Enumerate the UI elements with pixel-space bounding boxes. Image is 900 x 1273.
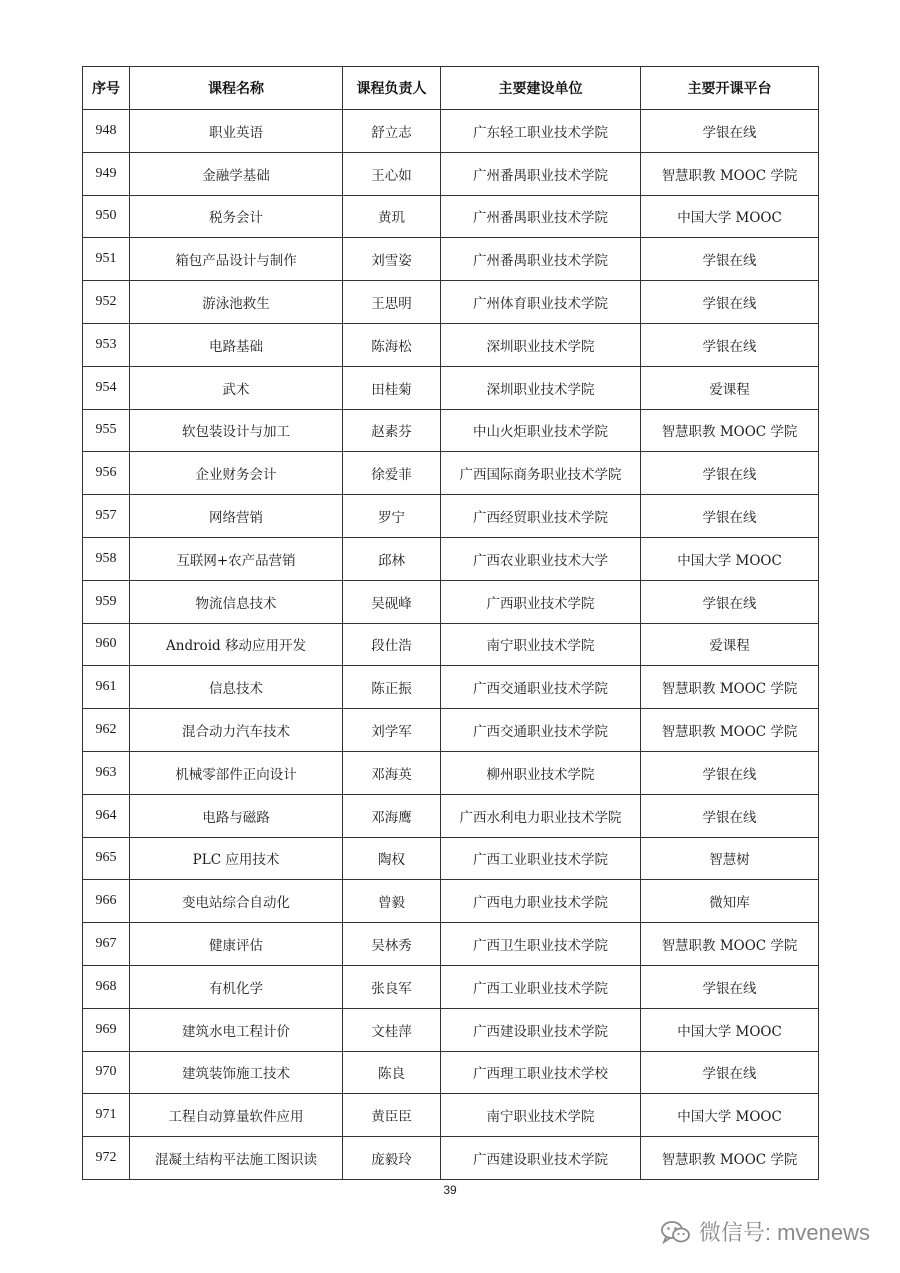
institution: 中山火炬职业技术学院 — [441, 409, 641, 452]
table-row — [83, 1008, 819, 1051]
table-row — [83, 580, 819, 623]
course-name: 工程自动算量软件应用 — [130, 1094, 343, 1137]
table-row — [83, 195, 819, 238]
platform: 智慧职教 MOOC 学院 — [641, 709, 819, 752]
row-index: 971 — [83, 1094, 130, 1137]
table-row — [83, 281, 819, 324]
header-course-lead: 课程负责人 — [343, 67, 441, 110]
row-index: 958 — [83, 537, 130, 580]
institution: 广西农业职业技术大学 — [441, 537, 641, 580]
watermark — [661, 1216, 870, 1247]
row-index: 955 — [83, 409, 130, 452]
row-index: 953 — [83, 323, 130, 366]
platform: 智慧职教 MOOC 学院 — [641, 152, 819, 195]
course-lead: 徐爱菲 — [343, 452, 441, 495]
course-lead: 王心如 — [343, 152, 441, 195]
institution: 广西经贸职业技术学院 — [441, 495, 641, 538]
table-row — [83, 837, 819, 880]
header-course-name: 课程名称 — [130, 67, 343, 110]
course-lead: 陈良 — [343, 1051, 441, 1094]
course-name: 建筑水电工程计价 — [130, 1008, 343, 1051]
course-lead: 吴林秀 — [343, 923, 441, 966]
platform: 学银在线 — [641, 1051, 819, 1094]
course-lead: 邱林 — [343, 537, 441, 580]
course-name: 建筑装饰施工技术 — [130, 1051, 343, 1094]
header-platform: 主要开课平台 — [641, 67, 819, 110]
row-index: 956 — [83, 452, 130, 495]
table-row — [83, 323, 819, 366]
platform: 中国大学 MOOC — [641, 195, 819, 238]
platform: 智慧职教 MOOC 学院 — [641, 666, 819, 709]
row-index: 969 — [83, 1008, 130, 1051]
institution: 广西交通职业技术学院 — [441, 666, 641, 709]
table-body — [83, 110, 819, 1180]
platform: 学银在线 — [641, 965, 819, 1008]
row-index: 957 — [83, 495, 130, 538]
row-index: 960 — [83, 623, 130, 666]
institution: 广州番禺职业技术学院 — [441, 238, 641, 281]
institution: 南宁职业技术学院 — [441, 1094, 641, 1137]
watermark-text: 微信号: mvenews — [698, 1220, 870, 1245]
course-name: 电路基础 — [130, 323, 343, 366]
table-row — [83, 1051, 819, 1094]
course-lead: 黄玑 — [343, 195, 441, 238]
platform: 智慧职教 MOOC 学院 — [641, 923, 819, 966]
institution: 广西交通职业技术学院 — [441, 709, 641, 752]
course-name: Android 移动应用开发 — [130, 623, 343, 666]
institution: 广西水利电力职业技术学院 — [441, 794, 641, 837]
row-index: 964 — [83, 794, 130, 837]
row-index: 951 — [83, 238, 130, 281]
institution: 柳州职业技术学院 — [441, 751, 641, 794]
course-name: 变电站综合自动化 — [130, 880, 343, 923]
table-row — [83, 666, 819, 709]
course-name: 有机化学 — [130, 965, 343, 1008]
row-index: 961 — [83, 666, 130, 709]
institution: 广西职业技术学院 — [441, 580, 641, 623]
course-lead: 赵素芬 — [343, 409, 441, 452]
course-name: 互联网+农产品营销 — [130, 537, 343, 580]
row-index: 972 — [83, 1137, 130, 1180]
table-row — [83, 452, 819, 495]
institution: 广州体育职业技术学院 — [441, 281, 641, 324]
platform: 中国大学 MOOC — [641, 1094, 819, 1137]
row-index: 950 — [83, 195, 130, 238]
course-name: 企业财务会计 — [130, 452, 343, 495]
course-table — [82, 66, 819, 1180]
institution: 广州番禺职业技术学院 — [441, 195, 641, 238]
platform: 微知库 — [641, 880, 819, 923]
course-name: 游泳池救生 — [130, 281, 343, 324]
platform: 学银在线 — [641, 794, 819, 837]
row-index: 966 — [83, 880, 130, 923]
course-lead: 黄臣臣 — [343, 1094, 441, 1137]
table-row — [83, 709, 819, 752]
header-index: 序号 — [83, 67, 130, 110]
header-institution: 主要建设单位 — [441, 67, 641, 110]
course-name: 健康评估 — [130, 923, 343, 966]
table-row — [83, 1094, 819, 1137]
institution: 广西国际商务职业技术学院 — [441, 452, 641, 495]
platform: 中国大学 MOOC — [641, 1008, 819, 1051]
table-row — [83, 366, 819, 409]
platform: 智慧树 — [641, 837, 819, 880]
course-name: 网络营销 — [130, 495, 343, 538]
institution: 广西工业职业技术学院 — [441, 837, 641, 880]
course-name: 混合动力汽车技术 — [130, 709, 343, 752]
course-lead: 邓海鹰 — [343, 794, 441, 837]
row-index: 968 — [83, 965, 130, 1008]
platform: 智慧职教 MOOC 学院 — [641, 1137, 819, 1180]
table-row — [83, 794, 819, 837]
institution: 广西工业职业技术学院 — [441, 965, 641, 1008]
platform: 中国大学 MOOC — [641, 537, 819, 580]
course-name: PLC 应用技术 — [130, 837, 343, 880]
table-row — [83, 751, 819, 794]
row-index: 965 — [83, 837, 130, 880]
table-row — [83, 238, 819, 281]
platform: 学银在线 — [641, 281, 819, 324]
course-name: 职业英语 — [130, 110, 343, 153]
course-lead: 张良军 — [343, 965, 441, 1008]
course-name: 物流信息技术 — [130, 580, 343, 623]
page-number: 39 — [443, 1183, 457, 1197]
institution: 广西电力职业技术学院 — [441, 880, 641, 923]
row-index: 962 — [83, 709, 130, 752]
table-row — [83, 537, 819, 580]
table-row — [83, 965, 819, 1008]
institution: 南宁职业技术学院 — [441, 623, 641, 666]
course-name: 箱包产品设计与制作 — [130, 238, 343, 281]
platform: 学银在线 — [641, 110, 819, 153]
table-row — [83, 923, 819, 966]
platform: 学银在线 — [641, 238, 819, 281]
course-lead: 邓海英 — [343, 751, 441, 794]
table-row — [83, 409, 819, 452]
table-row — [83, 152, 819, 195]
course-lead: 陶权 — [343, 837, 441, 880]
course-lead: 曾毅 — [343, 880, 441, 923]
platform: 智慧职教 MOOC 学院 — [641, 409, 819, 452]
institution: 深圳职业技术学院 — [441, 366, 641, 409]
institution: 广州番禺职业技术学院 — [441, 152, 641, 195]
course-lead: 舒立志 — [343, 110, 441, 153]
table-row — [83, 880, 819, 923]
course-name: 武术 — [130, 366, 343, 409]
course-lead: 吴砚峰 — [343, 580, 441, 623]
row-index: 967 — [83, 923, 130, 966]
table-row — [83, 623, 819, 666]
course-name: 电路与磁路 — [130, 794, 343, 837]
course-name: 软包装设计与加工 — [130, 409, 343, 452]
course-lead: 王思明 — [343, 281, 441, 324]
row-index: 954 — [83, 366, 130, 409]
row-index: 970 — [83, 1051, 130, 1094]
row-index: 959 — [83, 580, 130, 623]
course-lead: 陈正振 — [343, 666, 441, 709]
course-name: 金融学基础 — [130, 152, 343, 195]
table-row — [83, 110, 819, 153]
row-index: 948 — [83, 110, 130, 153]
course-lead: 庞毅玲 — [343, 1137, 441, 1180]
institution: 广西卫生职业技术学院 — [441, 923, 641, 966]
course-lead: 田桂菊 — [343, 366, 441, 409]
course-name: 信息技术 — [130, 666, 343, 709]
course-lead: 罗宁 — [343, 495, 441, 538]
table-row — [83, 495, 819, 538]
institution: 广东轻工职业技术学院 — [441, 110, 641, 153]
row-index: 963 — [83, 751, 130, 794]
row-index: 952 — [83, 281, 130, 324]
platform: 学银在线 — [641, 323, 819, 366]
wechat-icon — [661, 1220, 691, 1244]
platform: 学银在线 — [641, 751, 819, 794]
course-lead: 陈海松 — [343, 323, 441, 366]
course-lead: 文桂萍 — [343, 1008, 441, 1051]
course-lead: 刘学军 — [343, 709, 441, 752]
institution: 深圳职业技术学院 — [441, 323, 641, 366]
platform: 学银在线 — [641, 452, 819, 495]
platform: 学银在线 — [641, 495, 819, 538]
platform: 学银在线 — [641, 580, 819, 623]
course-name: 税务会计 — [130, 195, 343, 238]
course-lead: 段仕浩 — [343, 623, 441, 666]
row-index: 949 — [83, 152, 130, 195]
platform: 爱课程 — [641, 623, 819, 666]
course-name: 混凝土结构平法施工图识读 — [130, 1137, 343, 1180]
platform: 爱课程 — [641, 366, 819, 409]
table-header-row — [83, 67, 819, 110]
course-name: 机械零部件正向设计 — [130, 751, 343, 794]
institution: 广西理工职业技术学校 — [441, 1051, 641, 1094]
table-row — [83, 1137, 819, 1180]
institution: 广西建设职业技术学院 — [441, 1137, 641, 1180]
institution: 广西建设职业技术学院 — [441, 1008, 641, 1051]
course-lead: 刘雪姿 — [343, 238, 441, 281]
